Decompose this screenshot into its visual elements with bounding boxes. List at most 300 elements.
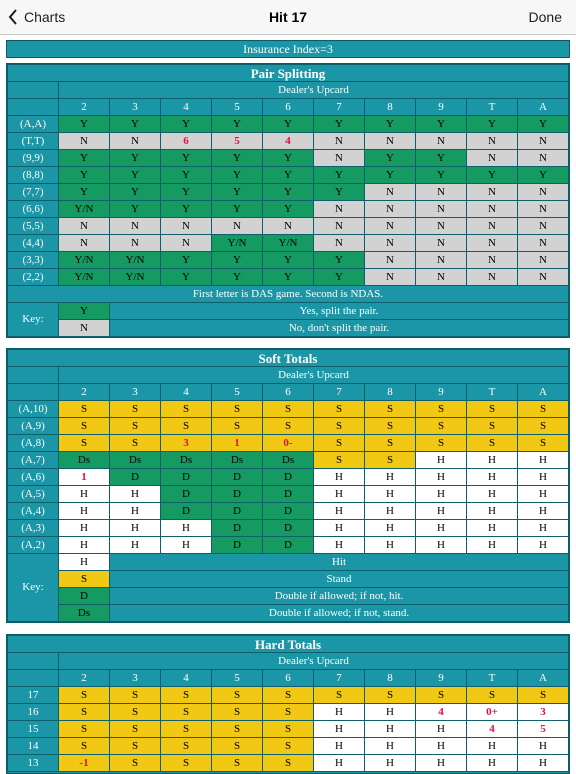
action-cell: H xyxy=(518,452,569,469)
action-cell: S xyxy=(263,687,314,704)
corner-cell xyxy=(8,653,59,670)
action-cell: Y xyxy=(416,167,467,184)
table-row xyxy=(8,704,569,721)
key-label: Key: xyxy=(8,303,59,337)
key-code: S xyxy=(59,571,110,588)
table-row xyxy=(8,755,569,772)
action-cell: S xyxy=(263,721,314,738)
action-cell: N xyxy=(518,218,569,235)
action-cell: Y xyxy=(212,252,263,269)
action-cell: N xyxy=(467,150,518,167)
action-cell: H xyxy=(416,469,467,486)
done-button[interactable]: Done xyxy=(528,9,562,25)
action-cell: N xyxy=(263,218,314,235)
upcard-header: 3 xyxy=(110,99,161,116)
action-cell: D xyxy=(212,520,263,537)
action-cell: S xyxy=(110,738,161,755)
action-cell: D xyxy=(161,469,212,486)
action-cell: H xyxy=(314,755,365,772)
action-cell: Y/N xyxy=(212,235,263,252)
action-cell: Y xyxy=(314,116,365,133)
table-row xyxy=(8,401,569,418)
action-cell: N xyxy=(467,218,518,235)
action-cell: S xyxy=(467,687,518,704)
action-cell: N xyxy=(467,269,518,286)
key-code: Y xyxy=(59,303,110,320)
row-label: (3,3) xyxy=(8,252,59,269)
action-cell: D xyxy=(212,469,263,486)
action-cell: H xyxy=(467,738,518,755)
action-cell: N xyxy=(365,269,416,286)
section-title: Soft Totals xyxy=(8,350,569,367)
key-description: Double if allowed; if not, stand. xyxy=(110,605,569,622)
action-cell: H xyxy=(416,537,467,554)
row-label: (A,5) xyxy=(8,486,59,503)
action-cell: H xyxy=(161,520,212,537)
action-cell: Y xyxy=(110,150,161,167)
action-cell: N xyxy=(416,218,467,235)
action-cell: N xyxy=(365,184,416,201)
action-cell: Y xyxy=(59,167,110,184)
insurance-index: Insurance Index=3 xyxy=(6,40,570,58)
action-cell: S xyxy=(416,687,467,704)
action-cell: N xyxy=(314,201,365,218)
action-cell: Y xyxy=(314,167,365,184)
upcard-header: A xyxy=(518,670,569,687)
table-row xyxy=(8,687,569,704)
back-label[interactable]: Charts xyxy=(24,9,66,25)
action-cell: D xyxy=(263,537,314,554)
action-cell: Y xyxy=(314,184,365,201)
corner-cell xyxy=(8,82,59,99)
action-cell: H xyxy=(467,520,518,537)
action-cell: H xyxy=(518,520,569,537)
table-row xyxy=(8,116,569,133)
action-cell: S xyxy=(110,755,161,772)
action-cell: H xyxy=(365,486,416,503)
action-cell: Y xyxy=(518,167,569,184)
action-cell: N xyxy=(161,235,212,252)
action-cell: Y xyxy=(263,167,314,184)
dealer-upcard-label: Dealer's Upcard xyxy=(59,82,569,99)
upcard-header: A xyxy=(518,99,569,116)
action-cell: S xyxy=(263,418,314,435)
action-cell: Y xyxy=(263,184,314,201)
action-cell: Y xyxy=(416,150,467,167)
action-cell: Y/N xyxy=(59,252,110,269)
action-cell: Y xyxy=(161,167,212,184)
corner-cell xyxy=(8,384,59,401)
action-cell: S xyxy=(314,418,365,435)
action-cell: N xyxy=(365,218,416,235)
key-description: Double if allowed; if not, hit. xyxy=(110,588,569,605)
action-cell: Y xyxy=(110,201,161,218)
action-cell: N xyxy=(365,252,416,269)
action-cell: S xyxy=(110,687,161,704)
table-row xyxy=(8,167,569,184)
index-cell: 1 xyxy=(212,435,263,452)
action-cell: N xyxy=(467,235,518,252)
action-cell: N xyxy=(110,235,161,252)
action-cell: S xyxy=(416,435,467,452)
upcard-header: 4 xyxy=(161,670,212,687)
action-cell: D xyxy=(263,469,314,486)
upcard-header: 6 xyxy=(263,670,314,687)
action-cell: N xyxy=(416,269,467,286)
action-cell: H xyxy=(314,503,365,520)
action-cell: N xyxy=(314,235,365,252)
table-row xyxy=(8,418,569,435)
pair-splitting-table xyxy=(7,64,569,337)
upcard-header: A xyxy=(518,384,569,401)
action-cell: Y xyxy=(59,116,110,133)
action-cell: H xyxy=(365,520,416,537)
action-cell: S xyxy=(518,401,569,418)
action-cell: N xyxy=(416,252,467,269)
action-cell: S xyxy=(59,704,110,721)
table-row xyxy=(8,486,569,503)
action-cell: H xyxy=(314,721,365,738)
row-label: (A,4) xyxy=(8,503,59,520)
action-cell: N xyxy=(467,133,518,150)
action-cell: Y xyxy=(212,116,263,133)
action-cell: Y xyxy=(212,184,263,201)
upcard-header: 2 xyxy=(59,670,110,687)
action-cell: N xyxy=(365,201,416,218)
table-row xyxy=(8,133,569,150)
upcard-header: 6 xyxy=(263,99,314,116)
action-cell: H xyxy=(467,469,518,486)
action-cell: H xyxy=(518,755,569,772)
row-label: (A,7) xyxy=(8,452,59,469)
action-cell: S xyxy=(263,755,314,772)
table-row xyxy=(8,452,569,469)
action-cell: H xyxy=(467,537,518,554)
action-cell: S xyxy=(59,738,110,755)
action-cell: S xyxy=(467,401,518,418)
row-label: (A,3) xyxy=(8,520,59,537)
index-cell: 6 xyxy=(161,133,212,150)
action-cell: S xyxy=(161,401,212,418)
upcard-header: 8 xyxy=(365,384,416,401)
action-cell: H xyxy=(416,452,467,469)
action-cell: Y/N xyxy=(110,269,161,286)
action-cell: H xyxy=(110,486,161,503)
pair-note: First letter is DAS game. Second is NDAS. xyxy=(8,286,569,303)
row-label: (A,10) xyxy=(8,401,59,418)
action-cell: N xyxy=(467,184,518,201)
table-row xyxy=(8,435,569,452)
index-cell: -1 xyxy=(59,755,110,772)
action-cell: N xyxy=(518,133,569,150)
action-cell: H xyxy=(467,755,518,772)
action-cell: S xyxy=(365,401,416,418)
row-label: (7,7) xyxy=(8,184,59,201)
upcard-header: 2 xyxy=(59,384,110,401)
action-cell: D xyxy=(263,520,314,537)
action-cell: H xyxy=(314,537,365,554)
corner-cell xyxy=(8,367,59,384)
action-cell: N xyxy=(518,201,569,218)
action-cell: S xyxy=(59,418,110,435)
action-cell: D xyxy=(212,537,263,554)
action-cell: H xyxy=(416,520,467,537)
action-cell: D xyxy=(110,469,161,486)
action-cell: Y xyxy=(161,269,212,286)
upcard-header: 8 xyxy=(365,670,416,687)
key-description: Yes, split the pair. xyxy=(110,303,569,320)
action-cell: S xyxy=(110,401,161,418)
index-cell: 5 xyxy=(518,721,569,738)
action-cell: Y xyxy=(59,150,110,167)
action-cell: S xyxy=(110,704,161,721)
section-title: Hard Totals xyxy=(8,636,569,653)
action-cell: D xyxy=(161,486,212,503)
row-label: (A,9) xyxy=(8,418,59,435)
upcard-header: 3 xyxy=(110,384,161,401)
upcard-header: 5 xyxy=(212,670,263,687)
action-cell: S xyxy=(467,435,518,452)
action-cell: H xyxy=(467,503,518,520)
action-cell: Y/N xyxy=(59,269,110,286)
action-cell: N xyxy=(365,235,416,252)
index-cell: 4 xyxy=(467,721,518,738)
index-cell: 0- xyxy=(263,435,314,452)
chevron-left-icon xyxy=(8,9,18,25)
corner-cell xyxy=(8,670,59,687)
soft-totals-section xyxy=(6,348,570,623)
action-cell: Y/N xyxy=(110,252,161,269)
row-label: 14 xyxy=(8,738,59,755)
action-cell: Y xyxy=(365,150,416,167)
key-code: H xyxy=(59,554,110,571)
action-cell: S xyxy=(212,704,263,721)
action-cell: S xyxy=(161,721,212,738)
action-cell: H xyxy=(161,537,212,554)
action-cell: S xyxy=(314,401,365,418)
action-cell: D xyxy=(263,503,314,520)
action-cell: H xyxy=(365,755,416,772)
index-cell: 1 xyxy=(59,469,110,486)
action-cell: Y xyxy=(416,116,467,133)
row-label: 16 xyxy=(8,704,59,721)
dealer-upcard-label: Dealer's Upcard xyxy=(59,367,569,384)
action-cell: S xyxy=(212,738,263,755)
section-title: Pair Splitting xyxy=(8,65,569,82)
action-cell: S xyxy=(314,452,365,469)
key-code: N xyxy=(59,320,110,337)
action-cell: N xyxy=(59,235,110,252)
action-cell: H xyxy=(416,738,467,755)
action-cell: H xyxy=(518,537,569,554)
action-cell: H xyxy=(365,469,416,486)
action-cell: Y xyxy=(467,116,518,133)
upcard-header: 5 xyxy=(212,99,263,116)
action-cell: Y xyxy=(365,116,416,133)
key-description: No, don't split the pair. xyxy=(110,320,569,337)
key-label: Key: xyxy=(8,554,59,622)
corner-cell xyxy=(8,99,59,116)
action-cell: H xyxy=(110,503,161,520)
action-cell: Y/N xyxy=(263,235,314,252)
row-label: (A,A) xyxy=(8,116,59,133)
action-cell: D xyxy=(161,503,212,520)
action-cell: N xyxy=(110,218,161,235)
action-cell: S xyxy=(59,687,110,704)
table-row xyxy=(8,738,569,755)
action-cell: N xyxy=(518,252,569,269)
action-cell: Y xyxy=(161,201,212,218)
upcard-header: 9 xyxy=(416,670,467,687)
table-row xyxy=(8,269,569,286)
action-cell: H xyxy=(59,486,110,503)
action-cell: Y xyxy=(263,116,314,133)
row-label: (A,2) xyxy=(8,537,59,554)
action-cell: S xyxy=(212,418,263,435)
index-cell: 3 xyxy=(161,435,212,452)
action-cell: H xyxy=(314,520,365,537)
table-row xyxy=(8,184,569,201)
nav-bar xyxy=(0,0,576,35)
action-cell: N xyxy=(59,218,110,235)
upcard-header: 4 xyxy=(161,99,212,116)
action-cell: S xyxy=(212,721,263,738)
row-label: (A,8) xyxy=(8,435,59,452)
action-cell: S xyxy=(365,418,416,435)
index-cell: 4 xyxy=(263,133,314,150)
upcard-header: 5 xyxy=(212,384,263,401)
row-label: (2,2) xyxy=(8,269,59,286)
table-row xyxy=(8,252,569,269)
action-cell: N xyxy=(518,269,569,286)
index-cell: 5 xyxy=(212,133,263,150)
action-cell: S xyxy=(212,687,263,704)
key-code: D xyxy=(59,588,110,605)
row-label: 13 xyxy=(8,755,59,772)
action-cell: Ds xyxy=(161,452,212,469)
action-cell: Y xyxy=(212,269,263,286)
dealer-upcard-label: Dealer's Upcard xyxy=(59,653,569,670)
action-cell: S xyxy=(518,687,569,704)
action-cell: S xyxy=(212,755,263,772)
action-cell: N xyxy=(518,150,569,167)
action-cell: Y xyxy=(263,201,314,218)
action-cell: H xyxy=(314,738,365,755)
hard-totals-table xyxy=(7,635,569,772)
action-cell: N xyxy=(467,201,518,218)
action-cell: N xyxy=(212,218,263,235)
key-code: Ds xyxy=(59,605,110,622)
index-cell: 0+ xyxy=(467,704,518,721)
action-cell: S xyxy=(263,738,314,755)
row-label: (8,8) xyxy=(8,167,59,184)
soft-totals-table xyxy=(7,349,569,622)
action-cell: Y xyxy=(161,116,212,133)
action-cell: H xyxy=(416,755,467,772)
action-cell: D xyxy=(263,486,314,503)
upcard-header: T xyxy=(467,670,518,687)
back-button[interactable] xyxy=(8,0,65,34)
action-cell: H xyxy=(365,704,416,721)
upcard-header: 9 xyxy=(416,99,467,116)
action-cell: H xyxy=(518,503,569,520)
page-title: Hit 17 xyxy=(268,9,308,25)
action-cell: S xyxy=(263,401,314,418)
table-row xyxy=(8,150,569,167)
action-cell: N xyxy=(314,150,365,167)
action-cell: H xyxy=(314,704,365,721)
action-cell: S xyxy=(467,418,518,435)
action-cell: Y xyxy=(212,201,263,218)
table-row xyxy=(8,218,569,235)
action-cell: H xyxy=(416,721,467,738)
table-row xyxy=(8,721,569,738)
action-cell: Y xyxy=(212,150,263,167)
upcard-header: 7 xyxy=(314,99,365,116)
action-cell: Y xyxy=(263,252,314,269)
action-cell: N xyxy=(59,133,110,150)
row-label: (5,5) xyxy=(8,218,59,235)
action-cell: S xyxy=(59,435,110,452)
action-cell: H xyxy=(59,537,110,554)
action-cell: S xyxy=(59,721,110,738)
key-description: Stand xyxy=(110,571,569,588)
upcard-header: 6 xyxy=(263,384,314,401)
action-cell: N xyxy=(314,133,365,150)
action-cell: S xyxy=(161,687,212,704)
action-cell: S xyxy=(263,704,314,721)
action-cell: D xyxy=(212,486,263,503)
action-cell: S xyxy=(161,704,212,721)
row-label: 17 xyxy=(8,687,59,704)
upcard-header: 2 xyxy=(59,99,110,116)
upcard-header: 3 xyxy=(110,670,161,687)
action-cell: H xyxy=(365,721,416,738)
upcard-header: T xyxy=(467,384,518,401)
action-cell: Y xyxy=(212,167,263,184)
key-description: Hit xyxy=(110,554,569,571)
action-cell: Y xyxy=(161,150,212,167)
action-cell: N xyxy=(110,133,161,150)
action-cell: S xyxy=(518,435,569,452)
action-cell: H xyxy=(365,537,416,554)
action-cell: S xyxy=(161,755,212,772)
action-cell: Y xyxy=(365,167,416,184)
action-cell: S xyxy=(110,418,161,435)
action-cell: S xyxy=(314,687,365,704)
action-cell: Y/N xyxy=(59,201,110,218)
action-cell: D xyxy=(212,503,263,520)
upcard-header: 4 xyxy=(161,384,212,401)
index-cell: 4 xyxy=(416,704,467,721)
table-row xyxy=(8,469,569,486)
upcard-header: 7 xyxy=(314,384,365,401)
upcard-header: 8 xyxy=(365,99,416,116)
table-row xyxy=(8,201,569,218)
action-cell: H xyxy=(518,486,569,503)
action-cell: S xyxy=(161,418,212,435)
action-cell: Y xyxy=(110,167,161,184)
action-cell: N xyxy=(416,235,467,252)
action-cell: H xyxy=(110,537,161,554)
action-cell: H xyxy=(59,520,110,537)
action-cell: Ds xyxy=(263,452,314,469)
action-cell: H xyxy=(416,486,467,503)
action-cell: Ds xyxy=(110,452,161,469)
action-cell: Y xyxy=(518,116,569,133)
index-cell: 3 xyxy=(518,704,569,721)
action-cell: Y xyxy=(263,150,314,167)
